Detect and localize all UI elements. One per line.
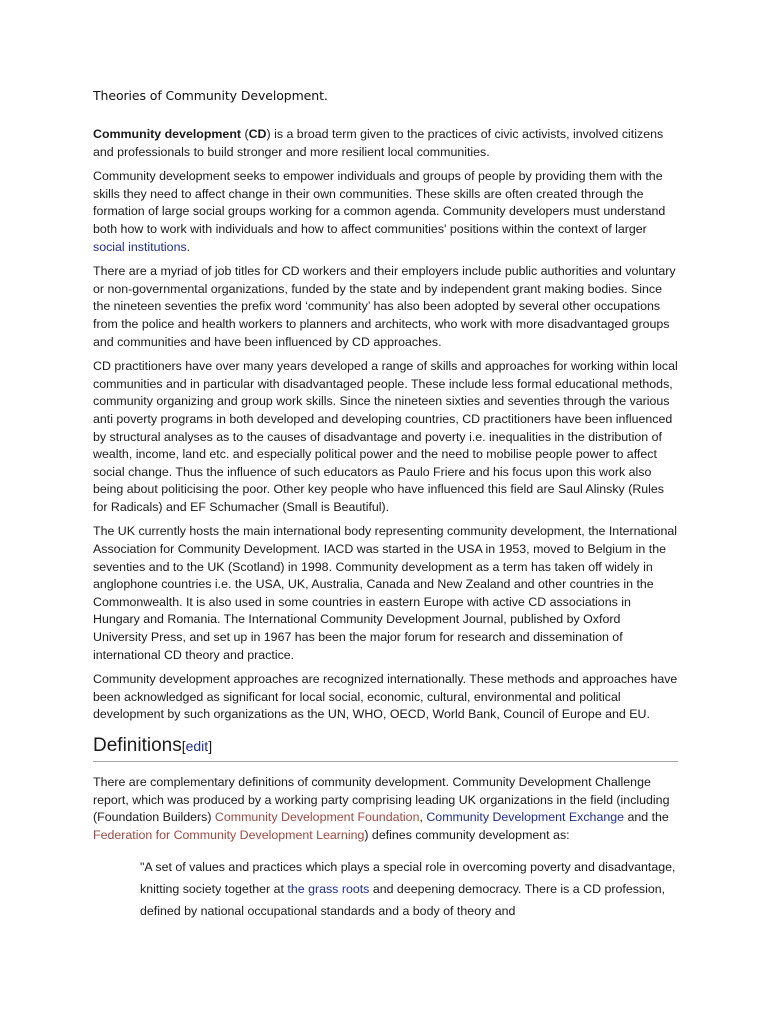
paragraph-international: Community development approaches are recognized internationally. These methods and approaches have been acknowledged as significant for local social, economic, cultural, environmental and political development by such organizations as the UN, WHO, OECD, World Bank, Council of Europe and EU. bbox=[93, 672, 678, 722]
paragraph-uk-iacd: The UK currently hosts the main international body representing community development, the International Association for Community Development. IACD was started in the USA in 1953, moved to Belgium in the seventies and to the UK (Scotland) in 1998. Community development as a term has taken off widely in anglophone countries i.e. the USA, UK, Australia, Canada and New Zealand and other countries in the Commonwealth. It is also used in some countries in eastern Europe with active CD associations in Hungary and Romania. The International Community Development Journal, published by Oxford University Press, and set up in 1967 has been the major forum for research and dissemination of international CD theory and practice. bbox=[93, 524, 678, 662]
document-title: Theories of Community Development. bbox=[93, 88, 328, 103]
link-cd-exchange[interactable]: Community Development Exchange bbox=[426, 810, 625, 825]
paragraph-practitioners: CD practitioners have over many years developed a range of skills and approaches for working within local communities and in particular with disadvantaged people. These include less formal educational methods, community organizing and group work skills. Since the nineteen sixties and seventies through the various anti poverty programs in both developed and developing countries, CD practitioners have been influenced by structural analyses as to the causes of disadvantage and poverty i.e. inequalities in the distribution of wealth, income, land etc. and especially political power and the need to mobilise people power to affect social change. Thus the influence of such educators as Paulo Friere and his focus upon this work also being about politicising the poor. Other key people who have influenced this field are Saul Alinsky (Rules for Radicals) and EF Schumacher (Small is Beautiful). bbox=[93, 359, 678, 514]
paragraph-job-titles: There are a myriad of job titles for CD workers and their employers include public authorities and voluntary or non-governmental organizations, funded by the state and by independent grant making bodies. Since the nineteen seventies the prefix word ‘community’ has also been adopted by several other occupations from the police and health workers to planners and architects, who work with more disadvantaged groups and communities and have been influenced by CD approaches. bbox=[93, 264, 676, 349]
definitions-heading bbox=[93, 734, 678, 762]
paragraph-text: ) defines community development as: bbox=[364, 827, 570, 842]
paragraph-empowerment bbox=[93, 168, 678, 256]
edit-bracket-close: ] bbox=[208, 738, 213, 754]
term-cd: CD bbox=[248, 127, 267, 141]
link-social-institutions[interactable]: social institutions bbox=[93, 239, 187, 254]
intro-rest: ) is a broad term given to the practices of civic activists, involved citizens and professionals to build stronger and more resilient local communities. bbox=[93, 127, 664, 159]
edit-link[interactable]: edit bbox=[185, 738, 209, 754]
paragraph-intro bbox=[93, 126, 678, 161]
link-cd-foundation[interactable]: Community Development Foundation bbox=[214, 810, 420, 825]
quote-text: and deepening democracy. There is a CD profession, defined by national occupational standards and a body of theory and bbox=[140, 882, 666, 919]
quote-text: "A set of values and practices which plays a special role in overcoming poverty and disadvantage, knitting society together at bbox=[140, 860, 676, 897]
term-community-development: Community development bbox=[93, 127, 242, 141]
text-open-paren: ( bbox=[241, 127, 249, 141]
paragraph-end: . bbox=[186, 239, 191, 254]
definitions-heading-text: Definitions bbox=[93, 735, 182, 756]
paragraph-text: There are complementary definitions of community development. Community Development Challenge report, which was produced by a working party comprising leading UK organizations in the field (including (Foundation Builders) bbox=[93, 775, 670, 825]
paragraph-text: Community development seeks to empower individuals and groups of people by providing them with the skills they need to affect change in their own communities. These skills are often created through the formation of large social groups working for a common agenda. Community developers must understand both how to work with individuals and how to affect communities' positions within the context of larger bbox=[93, 169, 666, 236]
link-fcdl[interactable]: Federation for Community Development Learning bbox=[93, 827, 365, 842]
link-grass-roots[interactable]: the grass roots bbox=[287, 882, 370, 897]
paragraph-text: and the bbox=[624, 810, 669, 825]
paragraph-text: , bbox=[419, 810, 427, 825]
paragraph-definitions bbox=[93, 774, 678, 844]
definition-quote bbox=[140, 856, 678, 922]
document-body bbox=[93, 88, 678, 922]
edit-bracket-open: [ bbox=[181, 738, 186, 754]
